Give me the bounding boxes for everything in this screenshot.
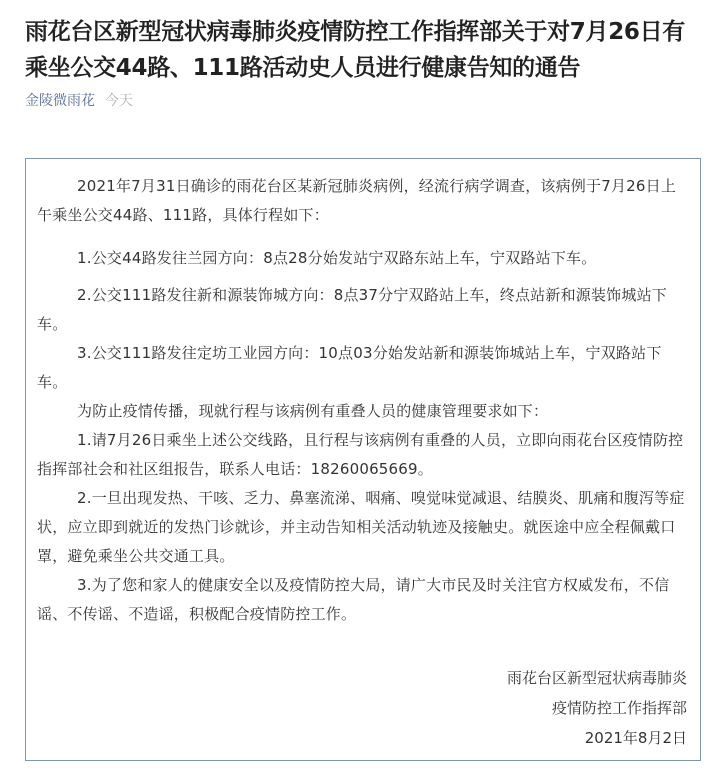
signature-line2: 疫情防控工作指挥部 — [551, 699, 687, 717]
publish-time: 今天 — [105, 93, 133, 109]
intro-paragraph: 2021年7月31日确诊的雨花台区某新冠肺炎病例，经流行病学调查，该病例于7月26日上午乘坐公交44路、111路，具体行程如下： — [37, 177, 677, 224]
signature-date: 2021年8月2日 — [584, 729, 687, 747]
article-meta — [25, 90, 133, 110]
requirement-item: 2.一旦出现发热、干咳、乏力、鼻塞流涕、咽痛、嗅觉味觉减退、结膜炎、肌痛和腹泻等症状，应立即到就近的发热门诊就诊，并主动告知相关活动轨迹及接触史。就医途中应全程佩戴口罩，避免乘坐公共交通工具。 — [37, 489, 685, 565]
route-item: 2.公交111路发往新和源装饰城方向：8点37分宁双路站上车，终点站新和源装饰城站下车。 — [37, 286, 667, 333]
requirement-item: 3.为了您和家人的健康安全以及疫情防控大局，请广大市民及时关注官方权威发布，不信谣、不传谣、不造谣，积极配合疫情防控工作。 — [37, 576, 670, 623]
account-name-link[interactable]: 金陵微雨花 — [25, 93, 95, 109]
requirements-intro: 为防止疫情传播，现就行程与该病例有重叠人员的健康管理要求如下： — [77, 402, 549, 420]
requirement-item: 1.请7月26日乘坐上述公交线路，且行程与该病例有重叠的人员，立即向雨花台区疫情防控指挥部社会和社区组报告，联系人电话：18260065669。 — [37, 431, 684, 478]
article-title: 雨花台区新型冠状病毒肺炎疫情防控工作指挥部关于对7月26日有乘坐公交44路、111路活动史人员进行健康告知的通告 — [25, 19, 686, 81]
route-item: 1.公交44路发往兰园方向：8点28分始发站宁双路东站上车，宁双路站下车。 — [77, 249, 597, 267]
signature-line1: 雨花台区新型冠状病毒肺炎 — [506, 669, 687, 687]
notice-box — [25, 158, 701, 761]
route-item: 3.公交111路发往定坊工业园方向：10点03分始发站新和源装饰城站上车，宁双路站下车。 — [37, 344, 662, 391]
